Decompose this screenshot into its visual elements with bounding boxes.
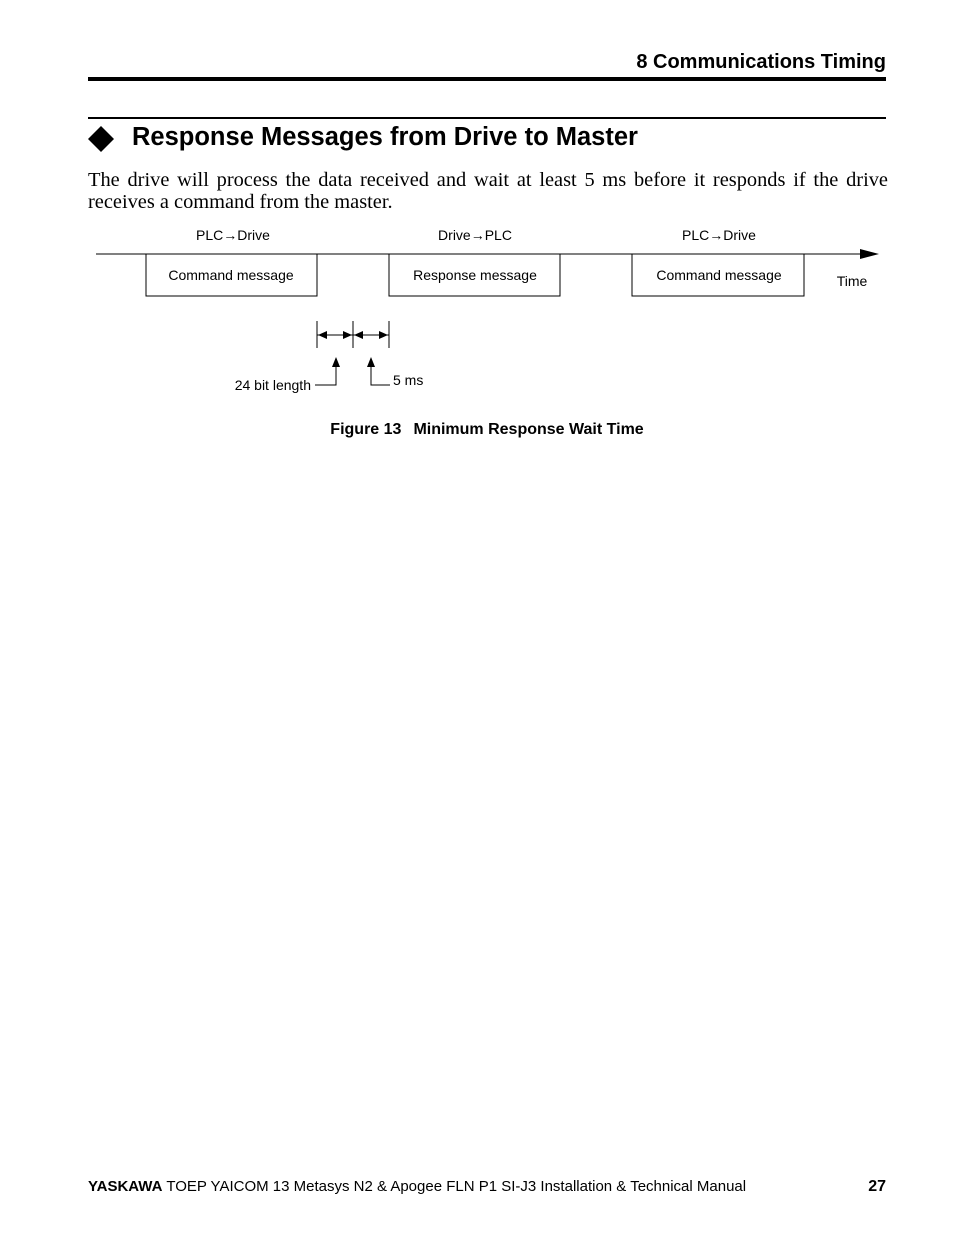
footer — [88, 1178, 746, 1195]
direction-label-2: Drive→PLC — [438, 227, 512, 243]
footer-brand: YASKAWA — [88, 1178, 163, 1195]
time-label: Time — [836, 273, 868, 289]
caption-number: Figure 13 — [330, 421, 402, 438]
footer-manual-title: TOEP YAICOM 13 Metasys N2 & Apogee FLN P1 SI-J3 Installation & Technical Manual — [162, 1178, 747, 1195]
message-label-3: Command message — [656, 267, 782, 283]
page-number: 27 — [868, 1178, 886, 1195]
leader-arrow-2-icon — [367, 357, 375, 367]
caption-title: Minimum Response Wait Time — [413, 421, 644, 438]
leader-arrow-1-icon — [332, 357, 340, 367]
section-title: Response Messages from Drive to Master — [132, 123, 638, 151]
direction-label-3: PLC→Drive — [682, 227, 756, 243]
body-paragraph: The drive will process the data received and wait at least 5 ms before it responds if the drive receives a command from the master. — [88, 169, 888, 213]
timing-diagram — [0, 0, 954, 460]
message-label-1: Command message — [168, 267, 294, 283]
direction-label-1: PLC→Drive — [196, 227, 270, 243]
dimension-markers — [317, 321, 389, 348]
leader-lines — [315, 364, 390, 385]
bit-length-label: 24 bit length — [234, 377, 311, 393]
message-label-2: Response message — [413, 267, 537, 283]
figure-caption — [0, 421, 954, 439]
chapter-title: 8 Communications Timing — [636, 51, 886, 73]
time-arrowhead-icon — [860, 249, 879, 259]
wait-label: 5 ms — [393, 372, 424, 388]
